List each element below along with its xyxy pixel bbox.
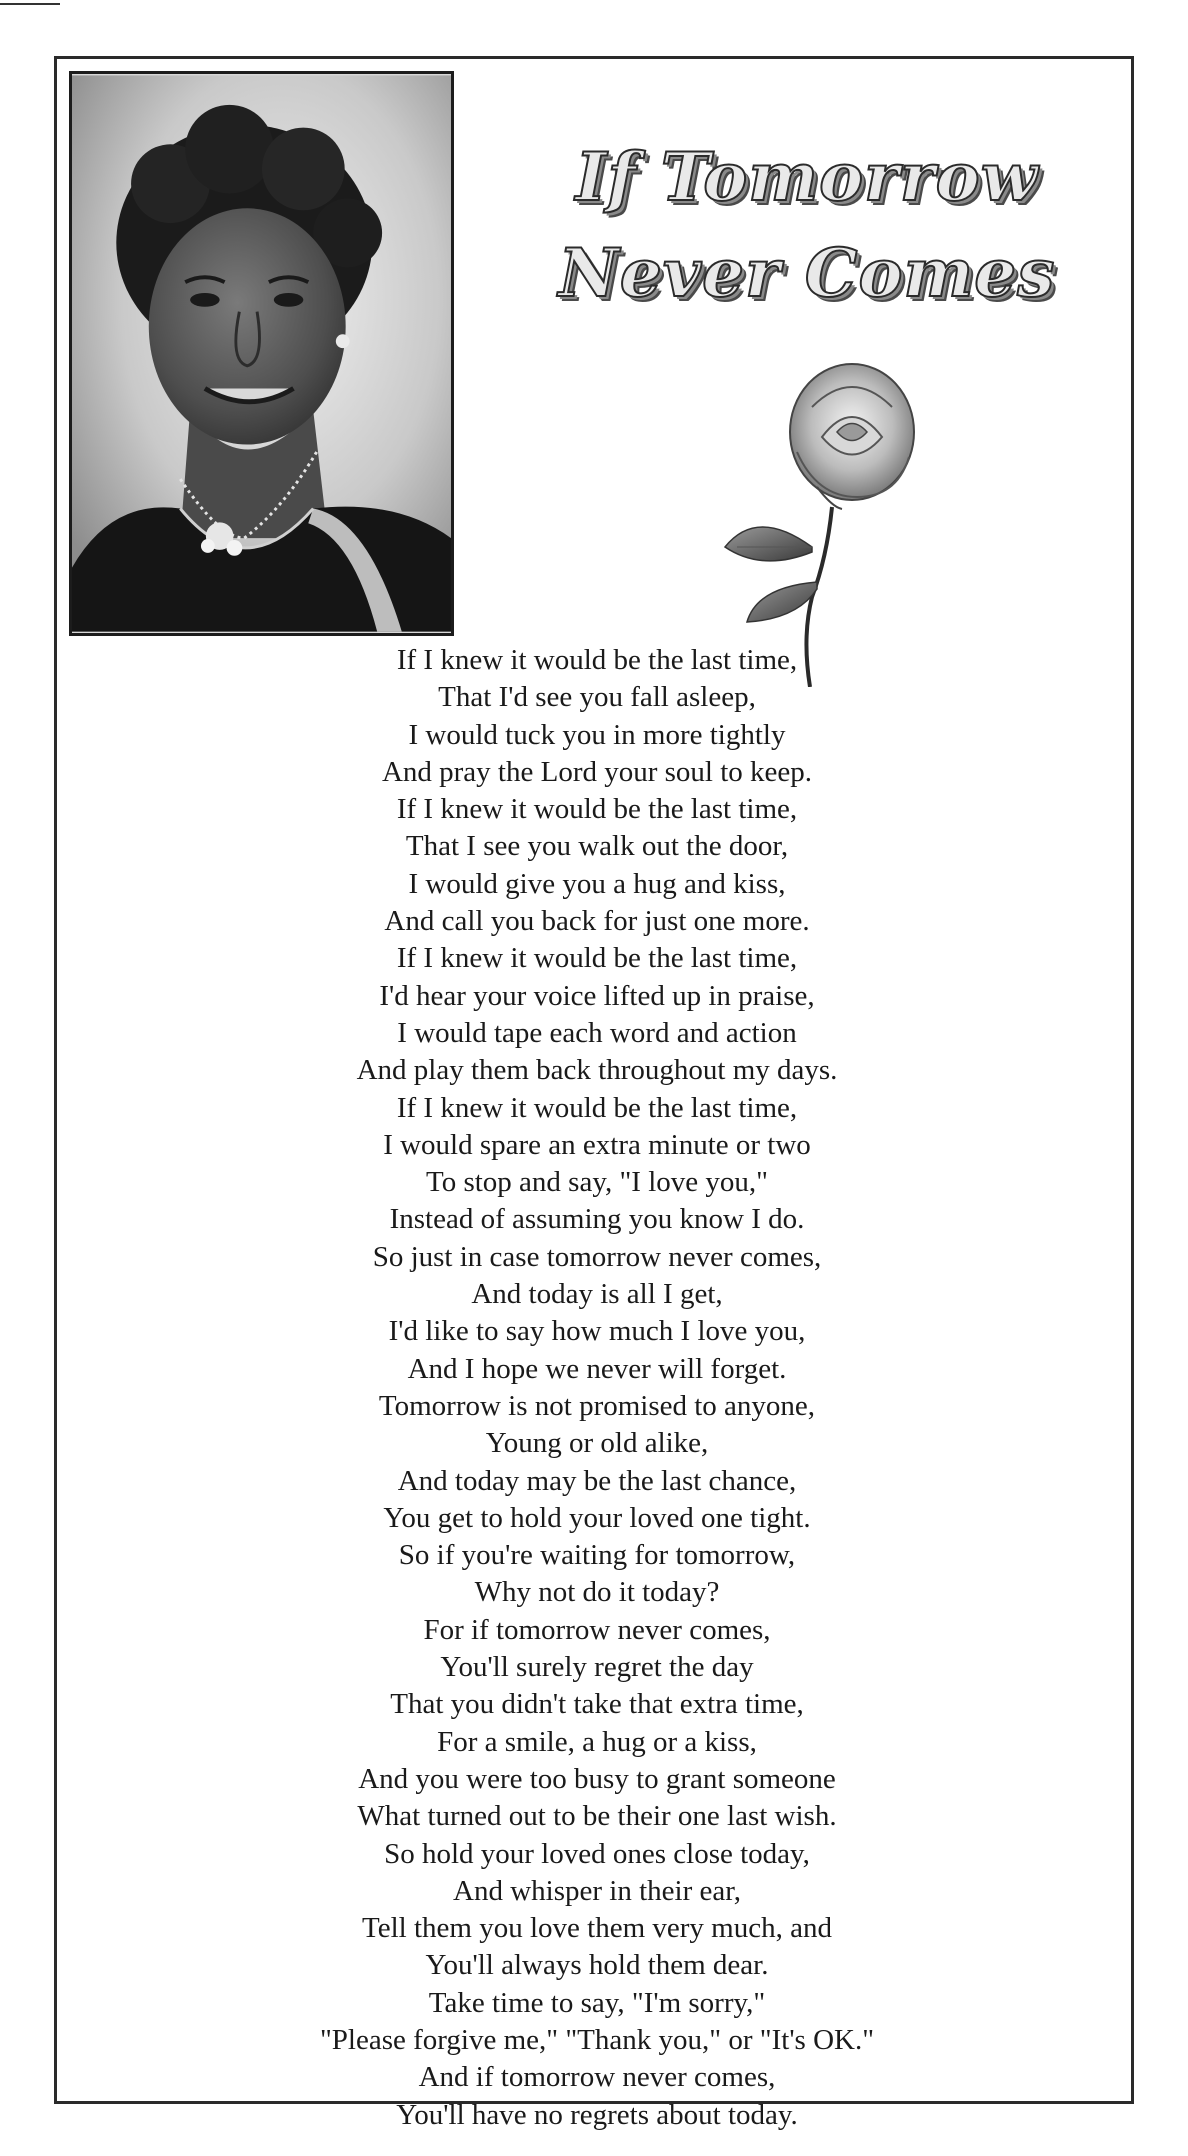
- poem-line: To stop and say, "I love you,": [426, 1166, 768, 1199]
- poem-line: You'll always hold them dear.: [425, 1949, 769, 1982]
- poem-line: For if tomorrow never comes,: [423, 1613, 771, 1646]
- poem-line: And I hope we never will forget.: [407, 1352, 787, 1385]
- poem-line: And play them back throughout my days.: [356, 1054, 838, 1087]
- poem-line: What turned out to be their one last wish.: [357, 1800, 837, 1833]
- poem-title: [497, 129, 1117, 321]
- poem-line: And whisper in their ear,: [453, 1874, 741, 1907]
- poem-line: "Please forgive me," "Thank you," or "It's OK.": [319, 2023, 875, 2056]
- poem-line: If I knew it would be the last time,: [396, 1091, 798, 1124]
- poem-line: Tell them you love them very much, and: [362, 1912, 832, 1945]
- poem-line: You get to hold your loved one tight.: [383, 1501, 811, 1534]
- poem-line: Young or old alike,: [485, 1427, 709, 1460]
- poem-line: If I knew it would be the last time,: [396, 644, 798, 676]
- poem-line: So hold your loved ones close today,: [384, 1837, 810, 1870]
- poem-line: I would spare an extra minute or two: [383, 1128, 811, 1161]
- poem-line: Take time to say, "I'm sorry,": [428, 1986, 766, 2019]
- poem-line: And call you back for just one more.: [384, 905, 810, 938]
- poem-body: [97, 642, 1097, 2134]
- poem-line: So if you're waiting for tomorrow,: [398, 1539, 796, 1572]
- poem-line: If I knew it would be the last time,: [396, 793, 798, 826]
- poem-line: You'll surely regret the day: [440, 1651, 754, 1684]
- poem-line: And today may be the last chance,: [397, 1464, 797, 1497]
- poem-line: If I knew it would be the last time,: [396, 942, 798, 975]
- poem-line: Why not do it today?: [474, 1576, 720, 1609]
- poem-line: And if tomorrow never comes,: [418, 2061, 776, 2094]
- rose-icon: [717, 357, 937, 687]
- poem-line: I'd like to say how much I love you,: [388, 1315, 806, 1348]
- poem-line: Tomorrow is not promised to anyone,: [378, 1389, 816, 1422]
- poem-line: You'll have no regrets about today.: [396, 2098, 798, 2131]
- poem-line: I would tape each word and action: [397, 1016, 797, 1049]
- portrait-photo: [69, 71, 454, 636]
- poem-line: I would give you a hug and kiss,: [408, 867, 786, 900]
- poem-line: And pray the Lord your soul to keep.: [381, 755, 813, 788]
- title-line-2: Never Comes: [558, 234, 1056, 312]
- poem-line: Instead of assuming you know I do.: [389, 1203, 805, 1236]
- poem-line: So just in case tomorrow never comes,: [372, 1240, 822, 1273]
- memorial-card-frame: [54, 56, 1134, 2131]
- portrait-photo-icon: [72, 74, 451, 633]
- poem-line: That you didn't take that extra time,: [390, 1688, 804, 1721]
- poem-line: I'd hear your voice lifted up in praise,: [379, 979, 815, 1012]
- poem-line: And today is all I get,: [471, 1278, 723, 1311]
- title-line-1: If Tomorrow: [575, 138, 1039, 216]
- poem-line: That I see you walk out the door,: [405, 830, 789, 863]
- poem-line: For a smile, a hug or a kiss,: [437, 1725, 757, 1758]
- poem-line: I would tuck you in more tightly: [408, 718, 786, 751]
- poem-line: That I'd see you fall asleep,: [438, 681, 756, 714]
- poem-line: And you were too busy to grant someone: [358, 1762, 836, 1795]
- scan-edge-mark: [0, 3, 60, 5]
